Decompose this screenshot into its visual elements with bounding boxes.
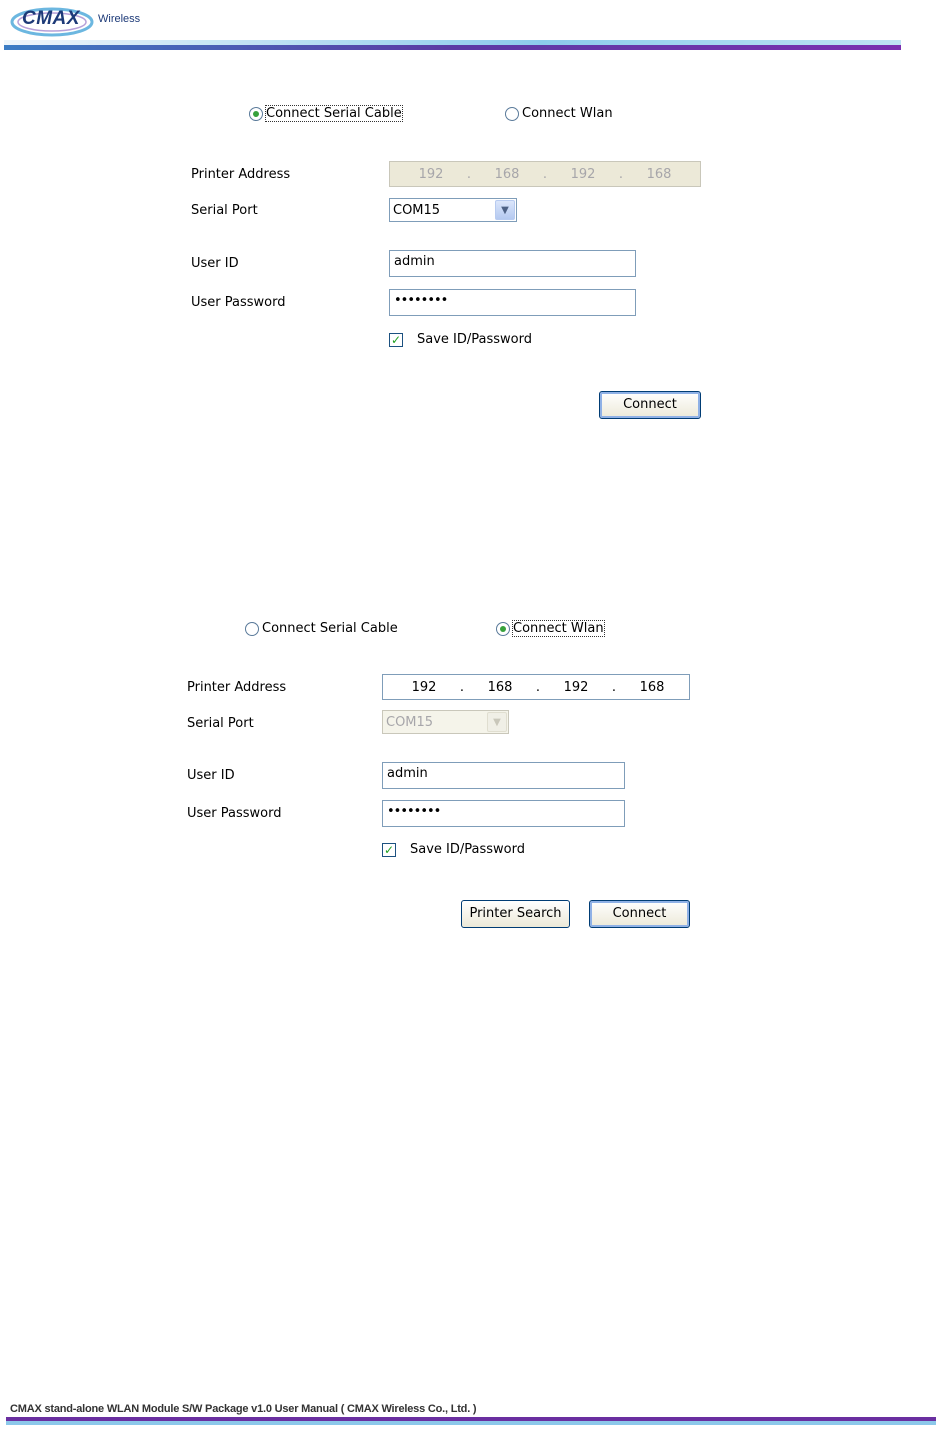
header-divider <box>4 40 901 50</box>
chevron-down-icon: ▼ <box>487 712 507 732</box>
wlan-connection-panel <box>0 610 936 950</box>
radio-connect-serial-label: Connect Serial Cable <box>266 106 402 121</box>
serial-port-label: Serial Port <box>187 716 254 731</box>
radio-connect-serial-label: Connect Serial Cable <box>262 621 398 636</box>
ip-octet-1[interactable]: 192 <box>411 679 437 695</box>
printer-search-button[interactable]: Printer Search <box>461 900 570 928</box>
serial-port-value: COM15 <box>393 202 441 218</box>
ip-dot: . <box>535 679 541 695</box>
radio-connect-wlan-label: Connect Wlan <box>522 106 613 121</box>
ip-dot: . <box>611 679 617 695</box>
save-credentials-label: Save ID/Password <box>417 332 532 347</box>
ip-octet-4: 168 <box>646 166 672 182</box>
radio-selected-icon <box>496 622 510 636</box>
save-credentials-checkbox[interactable] <box>389 332 532 347</box>
ip-octet-3: 192 <box>570 166 596 182</box>
user-id-label: User ID <box>187 768 235 783</box>
printer-address-input[interactable] <box>382 674 690 700</box>
user-password-label: User Password <box>187 806 282 821</box>
radio-connect-serial[interactable] <box>249 106 402 121</box>
radio-connect-serial[interactable] <box>245 621 398 636</box>
serial-port-value: COM15 <box>386 714 434 730</box>
user-id-input[interactable]: admin <box>389 250 636 277</box>
radio-selected-icon <box>249 107 263 121</box>
user-id-input[interactable]: admin <box>382 762 625 789</box>
serial-port-label: Serial Port <box>191 203 258 218</box>
user-id-label: User ID <box>191 256 239 271</box>
ip-octet-3[interactable]: 192 <box>563 679 589 695</box>
footer-text: CMAX stand-alone WLAN Module S/W Package v1.0 User Manual ( CMAX Wireless Co., Ltd. ) <box>10 1403 477 1415</box>
save-credentials-label: Save ID/Password <box>410 842 525 857</box>
radio-connect-wlan[interactable] <box>496 621 604 636</box>
printer-address-label: Printer Address <box>191 167 291 182</box>
footer-divider <box>6 1417 936 1425</box>
logo-text: CMAX <box>22 8 80 29</box>
serial-port-select[interactable] <box>389 198 517 222</box>
ip-octet-1: 192 <box>418 166 444 182</box>
ip-octet-4[interactable]: 168 <box>639 679 665 695</box>
ip-dot: . <box>542 166 548 182</box>
radio-connect-wlan-label: Connect Wlan <box>513 621 604 636</box>
ip-dot: . <box>466 166 472 182</box>
connect-button[interactable]: Connect <box>599 391 701 419</box>
ip-dot: . <box>618 166 624 182</box>
radio-connect-wlan[interactable] <box>505 106 613 121</box>
save-credentials-checkbox[interactable] <box>382 842 525 857</box>
user-password-input[interactable]: •••••••• <box>389 289 636 316</box>
printer-address-input <box>389 161 701 187</box>
user-password-input[interactable]: •••••••• <box>382 800 625 827</box>
chevron-down-icon[interactable]: ▼ <box>495 200 515 220</box>
header <box>0 0 936 52</box>
ip-dot: . <box>459 679 465 695</box>
serial-connection-panel <box>0 95 936 435</box>
checkmark-icon: ✓ <box>383 842 395 857</box>
serial-port-select <box>382 710 509 734</box>
connect-button[interactable]: Connect <box>589 900 690 928</box>
printer-address-label: Printer Address <box>187 680 287 695</box>
radio-unselected-icon <box>245 622 259 636</box>
logo-subtitle: Wireless <box>98 13 141 25</box>
ip-octet-2[interactable]: 168 <box>487 679 513 695</box>
ip-octet-2: 168 <box>494 166 520 182</box>
radio-unselected-icon <box>505 107 519 121</box>
checkmark-icon: ✓ <box>390 332 402 347</box>
user-password-label: User Password <box>191 295 286 310</box>
